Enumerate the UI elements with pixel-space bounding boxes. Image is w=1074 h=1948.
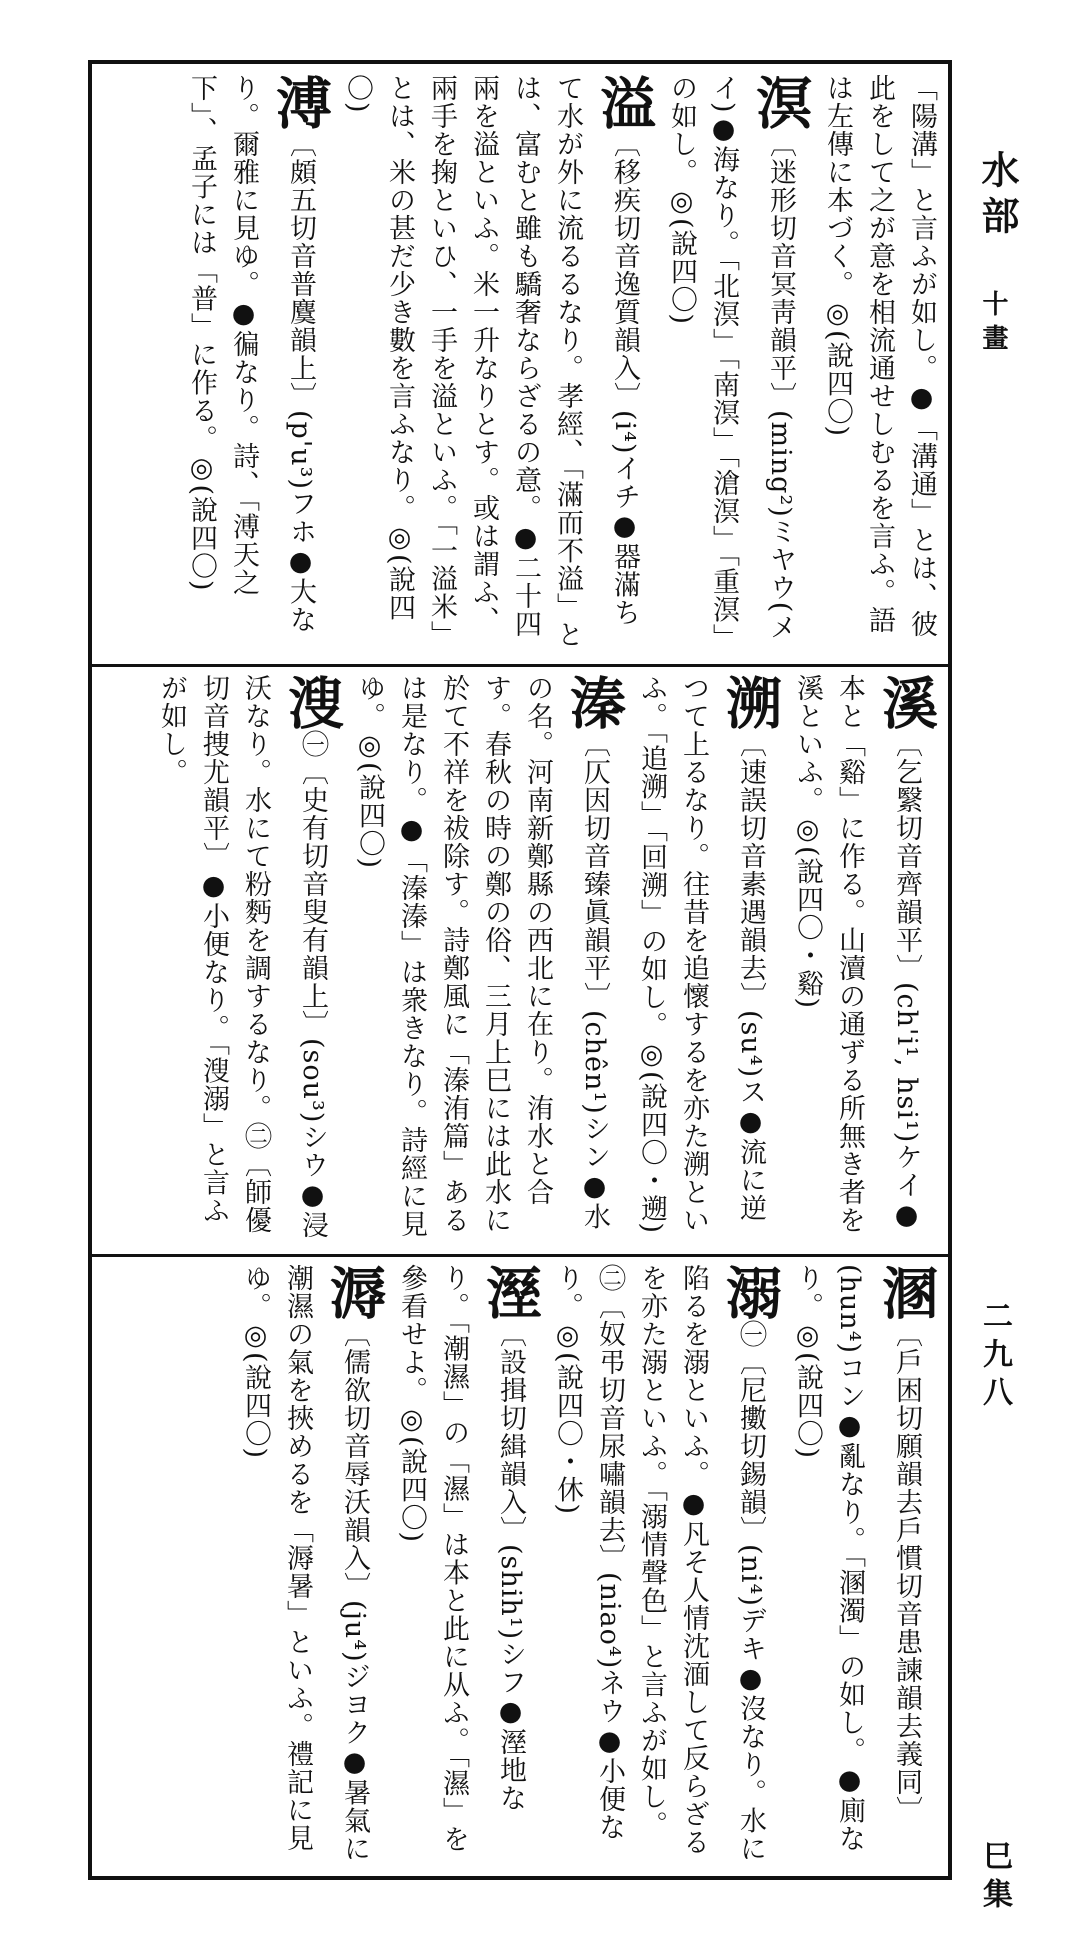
dictionary-entry [336,74,660,654]
entry-headword: 溟 [747,74,813,130]
entry-headword: 溥 [267,74,333,130]
dictionary-entry [390,1264,546,1864]
entry-text: 〔設揖切緝韻入〕(shih¹)シフ●溼地なり。「潮濕」の「濕」は本と此に从ふ。「濕」を參看せよ。◎(說四〇) [396,1264,526,1853]
entry-headword: 溲 [279,674,345,730]
dictionary-entry [546,1264,786,1864]
section-middle [102,674,942,1244]
entry-headword: 溷 [873,1264,939,1320]
entry-headword: 溽 [321,1264,387,1320]
dictionary-entry [234,1264,390,1864]
page-number: 二九八 [977,1300,1012,1414]
entry-headword: 溢 [591,74,657,130]
entry-text: ㊀〔史有切音叟有韻上〕(sou³)シウ●浸沃なり。水にて粉麪を調するなり。㊁〔師優切音捜尤韻平〕●小便なり。「溲溺」と言ふが如し。 [156,674,328,1240]
section-divider [92,664,948,667]
section-divider [92,1254,948,1257]
entry-text: 「陽溝」と言ふが如し。●「溝通」とは、彼此をして之が意を相流通せしむるを言ふ。語は左傳に本づく。◎(說四〇) [822,74,937,638]
entry-headword: 溺 [717,1264,783,1320]
entry-headword: 溯 [717,674,783,730]
dictionary-entry [786,674,942,1244]
entry-continuation [816,74,942,654]
entry-text: 〔速誤切音素遇韻去〕(su⁴)ス●流に逆つて上るなり。往昔を追懷するを亦た溯といふ。「追溯」「回溯」の如し。◎(說四〇・遡) [636,674,766,1235]
entry-headword: 溪 [873,674,939,730]
entry-text: 〔仄因切音臻眞韻平〕(chên¹)シン●水の名。河南新鄭縣の西北に在り。洧水と合す。春秋の時の鄭の俗、三月上巳には此水に於て不祥を祓除す。詩鄭風に「溱洧篇」あるは是なり。●「溱溱」は衆きなり。詩經に見ゆ。◎(說四〇) [354,674,610,1238]
entry-headword: 溱 [561,674,627,730]
dictionary-entry [630,674,786,1244]
entry-headword: 溼 [477,1264,543,1320]
entry-text: 〔移疾切音逸質韻入〕(i⁴)イチ●器滿ちて水が外に流るるなり。孝經、「滿而不溢」とは、富むと雖も驕奢ならざるの意。●二十四兩を溢といふ。米一升なりとす。或は謂ふ、兩手を掬といひ、一手を溢といふ。「一溢米」とは、米の甚だ少き數を言ふなり。◎(說四〇) [342,74,640,649]
entry-text: 〔戶困切願韻去戶慣切音患諫韻去義同〕(hun⁴)コン●亂なり。「溷濁」の如し。●廁なり。◎(說四〇) [792,1264,922,1853]
dictionary-entry [180,74,336,654]
section-bottom [102,1264,942,1864]
entry-text: 〔頗五切音普麌韻上〕(p'u³)フホ●大なり。爾雅に見ゆ。●徧なり。詩、「溥天之下」、孟子には「普」に作る。◎(說四〇) [186,74,316,634]
entry-text: 〔乞繄切音齊韻平〕(ch'i¹, hsi¹)ケイ●本と「谿」に作る。山瀆の通ずる所無き者を溪といふ。◎(說四〇・谿) [792,674,922,1234]
entry-text: 〔迷形切音冥靑韻平〕(ming²)ミヤウ(メイ)●海なり。「北溟」「南溟」「滄溟」「重溟」の如し。◎(說四〇) [666,74,796,652]
entry-text: ㊀〔尼擻切錫韻〕(ni⁴)デキ●沒なり。水に陷るを溺といふ。●凡そ人情沈湎して反らざるを亦た溺といふ。「溺情聲色」と言ふが如し。㊁〔奴弔切音尿嘯韻去〕(niao⁴)ネウ●小便なり。◎(說四〇・休) [552,1264,766,1863]
stroke-count: 十畫 [978,290,1008,358]
dictionary-entry [786,1264,942,1864]
entry-text: 〔儒欲切音辱沃韻入〕(ju⁴)ジヨク●暑氣に潮濕の氣を挾めるを「溽暑」といふ。禮記に見ゆ。◎(說四〇) [240,1264,370,1863]
section-title: 水部 [975,150,1020,242]
dictionary-entry [150,674,348,1244]
dictionary-entry [348,674,630,1244]
volume-label: 巳集 [977,1840,1012,1916]
dictionary-entry [660,74,816,654]
dictionary-frame [88,60,952,1880]
section-top [102,74,942,654]
